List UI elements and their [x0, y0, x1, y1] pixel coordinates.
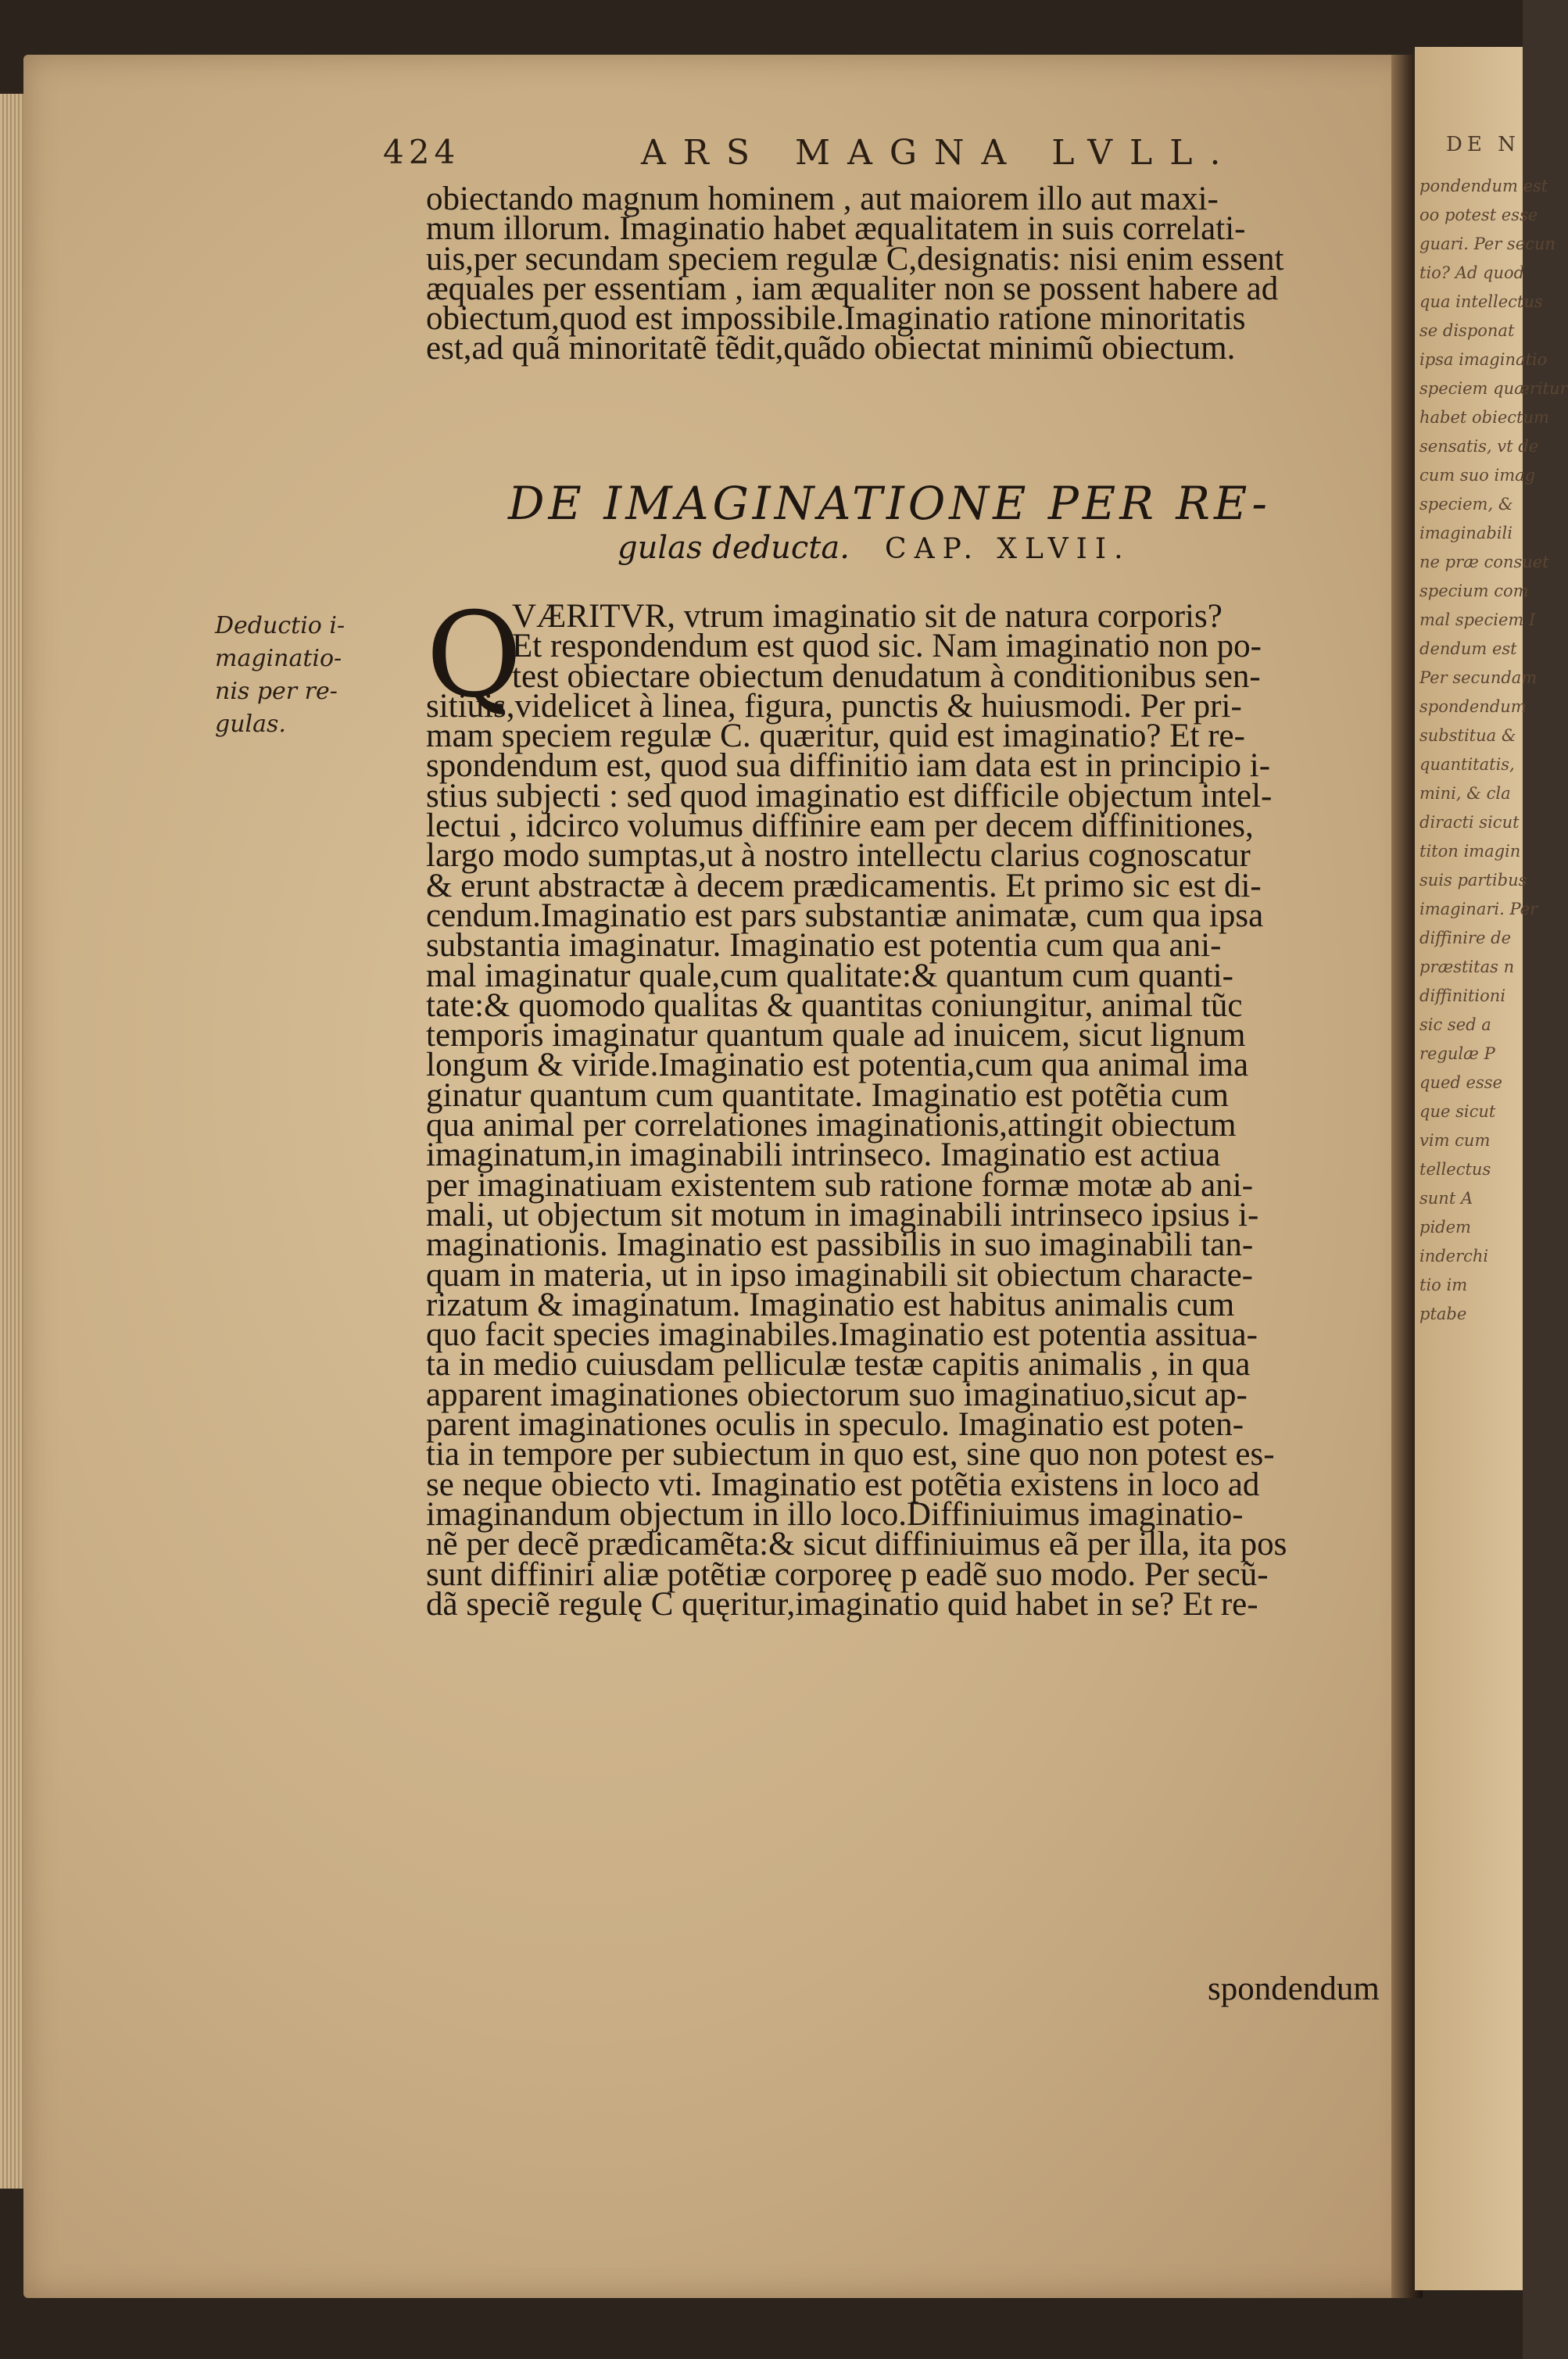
text-line: sitiuis,videlicet à linea, figura, punctis & huiusmodi. Per pri- — [426, 687, 1242, 725]
text-line: quam in materia, ut in ipso imaginabili sit obiectum characte- — [426, 1256, 1253, 1294]
text-line: se neque obiecto vti. Imaginatio est potẽtia existens in loco ad — [426, 1466, 1260, 1503]
facing-page-fragment: suis partibus — [1419, 871, 1527, 890]
text-line: per imaginatiuam existentem sub ratione formæ motæ ab ani- — [426, 1166, 1254, 1204]
facing-page-fragment: inderchi — [1419, 1247, 1489, 1265]
chapter-title-line-2: gulas deducta. — [618, 530, 850, 566]
facing-page-fragment: tellectus — [1419, 1160, 1491, 1179]
facing-page-fragment: præstitas n — [1419, 958, 1515, 976]
facing-page-fragment: qued esse — [1419, 1073, 1502, 1092]
facing-page-head: DE N — [1446, 133, 1520, 156]
facing-page-fragment: qua intellectus — [1419, 292, 1543, 311]
facing-page-fragment: se disponat — [1419, 321, 1515, 340]
facing-page-fragment: spondendum — [1419, 697, 1527, 716]
facing-page-fragment: pidem — [1419, 1218, 1471, 1237]
facing-page-fragment: specium com — [1419, 582, 1529, 600]
facing-page-fragment: pondendum est — [1419, 177, 1548, 195]
text-line: spondendum est, quod sua diffinitio iam data est in principio i- — [426, 747, 1271, 785]
marginal-note-line: gulas. — [215, 711, 286, 738]
text-line: ginatur quantum cum quantitate. Imaginatio est potẽtia cum — [426, 1076, 1229, 1114]
marginal-note-line: maginatio- — [215, 645, 342, 672]
text-line: æquales per essentiam , iam æqualiter non se possent habere ad — [426, 270, 1279, 307]
text-line: ta in medio cuiusdam pelliculæ testæ capitis animalis , in qua — [426, 1346, 1251, 1384]
intro-paragraph — [426, 181, 1411, 367]
facing-page-fragment: titon imagin — [1419, 842, 1521, 861]
marginal-note-line: nis per re- — [215, 678, 338, 705]
facing-page-fragment: guari. Per secun — [1419, 234, 1555, 253]
facing-page-fragment: tio im — [1419, 1276, 1468, 1294]
facing-page-fragment: ptabe — [1419, 1305, 1467, 1323]
drop-cap: Q — [426, 588, 522, 724]
facing-page-fragment: speciem, & — [1419, 495, 1513, 514]
facing-page-text — [1415, 172, 1568, 1329]
text-line: rizatum & imaginatum. Imaginatio est habitus animalis cum — [426, 1286, 1235, 1323]
facing-page-fragment: diffinire de — [1419, 929, 1512, 947]
text-line: imaginandum objectum in illo loco.Diffiniuimus imaginatio- — [426, 1495, 1244, 1533]
facing-page-fragment: imaginabili — [1419, 524, 1513, 542]
text-line: VÆRITVR, vtrum imaginatio sit de natura corporis? — [512, 598, 1223, 635]
text-line: imaginatum,in imaginabili intrinseco. Imaginatio est actiua — [426, 1137, 1221, 1174]
facing-page-fragment: sunt A — [1419, 1189, 1473, 1208]
text-line: Et respondendum est quod sic. Nam imaginatio non po- — [512, 628, 1262, 665]
facing-page-fragment: dendum est — [1419, 639, 1517, 658]
text-line: dã speciẽ regulę C quęritur,imaginatio quid habet in se? Et re- — [426, 1585, 1258, 1623]
text-line: temporis imaginatur quantum quale ad inuicem, sicut lignum — [426, 1017, 1246, 1054]
text-line: substantia imaginatur. Imaginatio est potentia cum qua ani- — [426, 927, 1222, 965]
main-paragraph — [426, 588, 1411, 1623]
text-line: mal imaginatur quale,cum qualitate:& quantum cum quanti- — [426, 957, 1233, 994]
text-line: qua animal per correlationes imaginationis,attingit obiectum — [426, 1107, 1237, 1144]
facing-page-fragment: quantitatis, — [1419, 755, 1515, 774]
facing-page-fragment: ne præ consuet — [1419, 553, 1549, 571]
text-line: nẽ per decẽ prædicamẽta:& sicut diffiniuimus eã per illa, ita pos — [426, 1526, 1287, 1563]
facing-page-fragment: substitua & — [1419, 726, 1516, 745]
page-number: 424 — [383, 133, 460, 171]
text-line: obiectando magnum hominem , aut maiorem illo aut maxi- — [426, 181, 1219, 217]
facing-page-fragment: imaginari. Per — [1419, 900, 1538, 918]
facing-page-fragment: vim cum — [1419, 1131, 1491, 1150]
text-line: tia in tempore per subiectum in quo est, sine quo non potest es- — [426, 1436, 1275, 1473]
marginal-note-line: Deductio i- — [215, 612, 345, 639]
text-line: & erunt abstractæ à decem prædicamentis. Et primo sic est di- — [426, 867, 1262, 904]
text-line: tate:& quomodo qualitas & quantitas coniungitur, animal tũc — [426, 986, 1243, 1024]
facing-page-fragment: mal speciem I — [1419, 610, 1536, 629]
facing-page-fragment: ipsa imaginatio — [1419, 350, 1548, 369]
text-line: test obiectare obiectum denudatum à conditionibus sen- — [512, 657, 1261, 695]
text-line: largo modo sumptas,ut à nostro intellectu clarius cognoscatur — [426, 837, 1251, 875]
chapter-title-line-1: DE IMAGINATIONE PER RE- — [508, 477, 1271, 530]
facing-page-fragment: habet obiectum — [1419, 408, 1549, 427]
facing-page-fragment: sic sed a — [1419, 1015, 1491, 1034]
chapter-label: CAP. XLVII. — [885, 533, 1131, 565]
facing-page-fragment: mini, & cla — [1419, 784, 1511, 803]
page-header — [383, 133, 1266, 180]
text-line: mali, ut objectum sit motum in imaginabili intrinseco ipsius i- — [426, 1196, 1259, 1233]
facing-page-fragment: cum suo imag — [1419, 466, 1536, 485]
facing-page-fragment: diracti sicut — [1419, 813, 1520, 832]
text-line: apparent imaginationes obiectorum suo imaginatiuo,sicut ap- — [426, 1376, 1248, 1413]
text-line: mum illorum. Imaginatio habet æqualitatem in suis correlati- — [426, 210, 1246, 248]
text-line: obiectum,quod est impossibile.Imaginatio ratione minoritatis — [426, 300, 1246, 338]
facing-page-fragment: que sicut — [1419, 1102, 1496, 1121]
text-line: uis,per secundam speciem regulæ C,designatis: nisi enim essent — [426, 240, 1284, 277]
text-line: est,ad quã minoritatẽ tẽdit,quãdo obiectat minimũ obiectum. — [426, 330, 1236, 367]
text-line: mam speciem regulæ C. quæritur, quid est imaginatio? Et re- — [426, 718, 1245, 755]
facing-page — [1415, 47, 1568, 2290]
facing-page-fragment: tio? Ad quod — [1419, 263, 1525, 282]
text-line: longum & viride.Imaginatio est potentia,cum qua animal ima — [426, 1047, 1249, 1084]
text-line: quo facit species imaginabiles.Imaginatio est potentia assitua- — [426, 1316, 1258, 1354]
text-line: maginationis. Imaginatio est passibilis in suo imaginabili tan- — [426, 1226, 1254, 1264]
facing-page-fragment: Per secundam — [1419, 668, 1538, 687]
text-line: sunt diffiniri aliæ potẽtiæ corporeę p eadẽ suo modo. Per secũ- — [426, 1555, 1269, 1593]
facing-page-fragment: regulæ P — [1419, 1044, 1495, 1063]
catchword: spondendum — [1208, 1971, 1380, 2007]
text-line: lectui , idcirco volumus diffinire eam per decem diffinitiones, — [426, 807, 1254, 845]
facing-page-fragment: sensatis, vt de — [1419, 437, 1539, 456]
text-line: parent imaginationes oculis in speculo. Imaginatio est poten- — [426, 1406, 1244, 1444]
text-line: stius subjecti : sed quod imaginatio est difficile objectum intel- — [426, 777, 1273, 814]
facing-page-fragment: oo potest esse — [1419, 206, 1538, 224]
text-line: cendum.Imaginatio est pars substantiæ animatæ, cum qua ipsa — [426, 897, 1264, 934]
facing-page-fragment: diffinitioni — [1419, 986, 1506, 1005]
marginal-note — [215, 610, 418, 741]
facing-page-fragment: speciem quæritur — [1419, 379, 1568, 398]
chapter-heading — [508, 477, 1368, 566]
running-head: ARS MAGNA LVLL. — [641, 133, 1238, 173]
